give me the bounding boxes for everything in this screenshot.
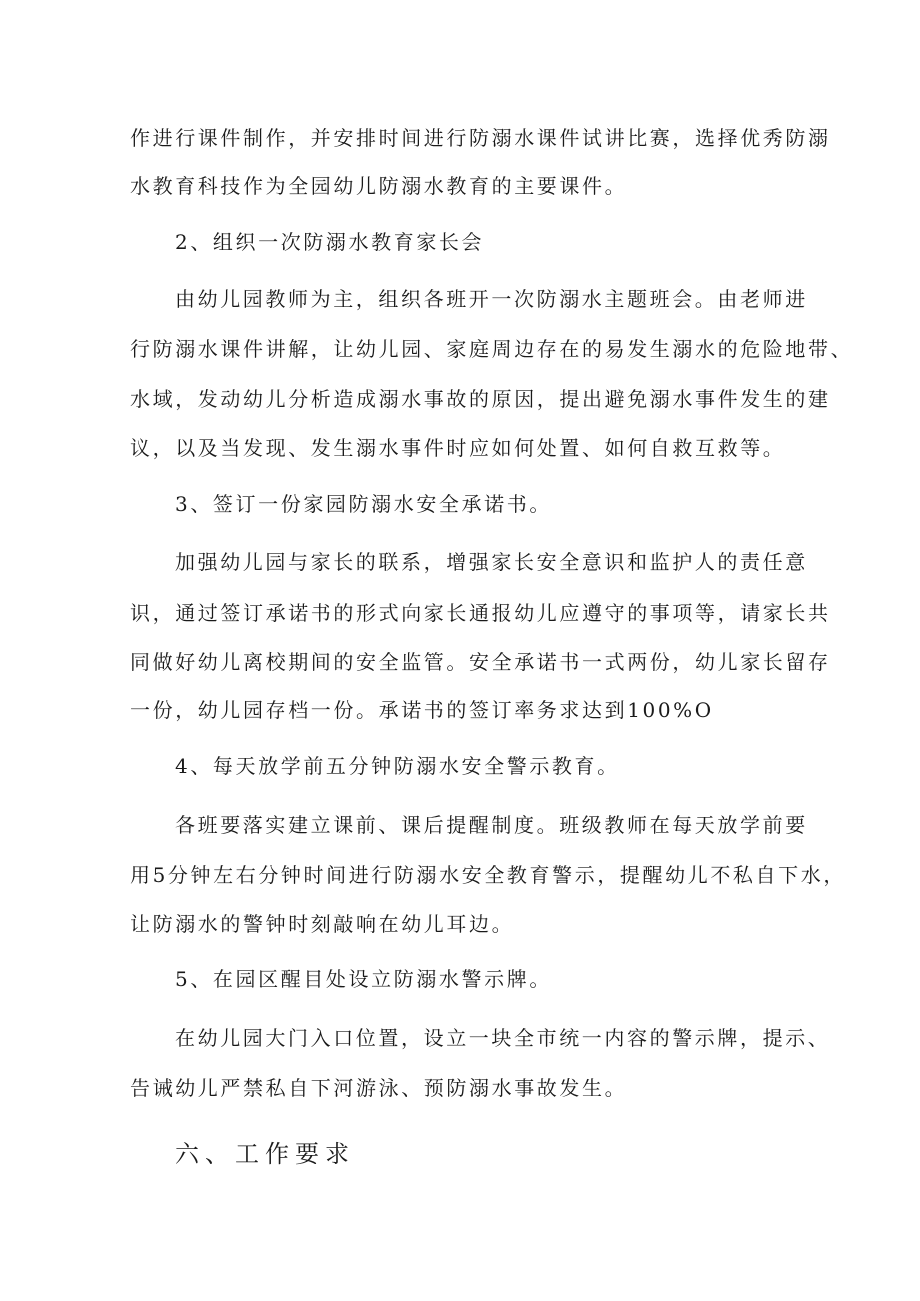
- section-heading: 3、签订一份家园防溺水安全承诺书。: [175, 492, 552, 516]
- paragraph-line: 作进行课件制作，并安排时间进行防溺水课件试讲比赛，选择优秀防溺: [130, 126, 831, 150]
- paragraph-line: 加强幼儿园与家长的联系，增强家长安全意识和监护人的责任意: [175, 550, 808, 574]
- chapter-heading: 六、工作要求: [175, 1140, 355, 1168]
- paragraph-line: 水教育科技作为全园幼儿防溺水教育的主要课件。: [130, 174, 628, 198]
- paragraph-line: 告诫幼儿严禁私自下河游泳、预防溺水事故发生。: [130, 1076, 628, 1100]
- paragraph-line: 让防溺水的警钟时刻敲响在幼儿耳边。: [130, 912, 515, 936]
- paragraph-line: 一份，幼儿园存档一份。承诺书的签订率务求达到100%O: [130, 698, 714, 722]
- paragraph-line: 水域，发动幼儿分析造成溺水事故的原因，提出避免溺水事件发生的建: [130, 387, 831, 411]
- section-heading: 4、每天放学前五分钟防溺水安全警示教育。: [175, 754, 620, 778]
- section-heading: 2、组织一次防溺水教育家长会: [175, 230, 485, 254]
- paragraph-line: 同做好幼儿离校期间的安全监管。安全承诺书一式两份，幼儿家长留存: [130, 650, 831, 674]
- section-heading: 5、在园区醒目处设立防溺水警示牌。: [175, 967, 552, 991]
- paragraph-line: 识，通过签订承诺书的形式向家长通报幼儿应遵守的事项等，请家长共: [130, 601, 831, 625]
- paragraph-line: 行防溺水课件讲解，让幼儿园、家庭周边存在的易发生溺水的危险地带、: [130, 337, 854, 361]
- paragraph-line: 用5分钟左右分钟时间进行防溺水安全教育警示，提醒幼儿不私自下水，: [130, 863, 846, 887]
- paragraph-line: 各班要落实建立课前、课后提醒制度。班级教师在每天放学前要: [175, 813, 808, 837]
- paragraph-line: 议，以及当发现、发生溺水事件时应如何处置、如何自救互救等。: [130, 436, 786, 460]
- paragraph-line: 在幼儿园大门入口位置，设立一块全市统一内容的警示牌，提示、: [175, 1026, 831, 1050]
- paragraph-line: 由幼儿园教师为主，组织各班开一次防溺水主题班会。由老师进: [175, 287, 808, 311]
